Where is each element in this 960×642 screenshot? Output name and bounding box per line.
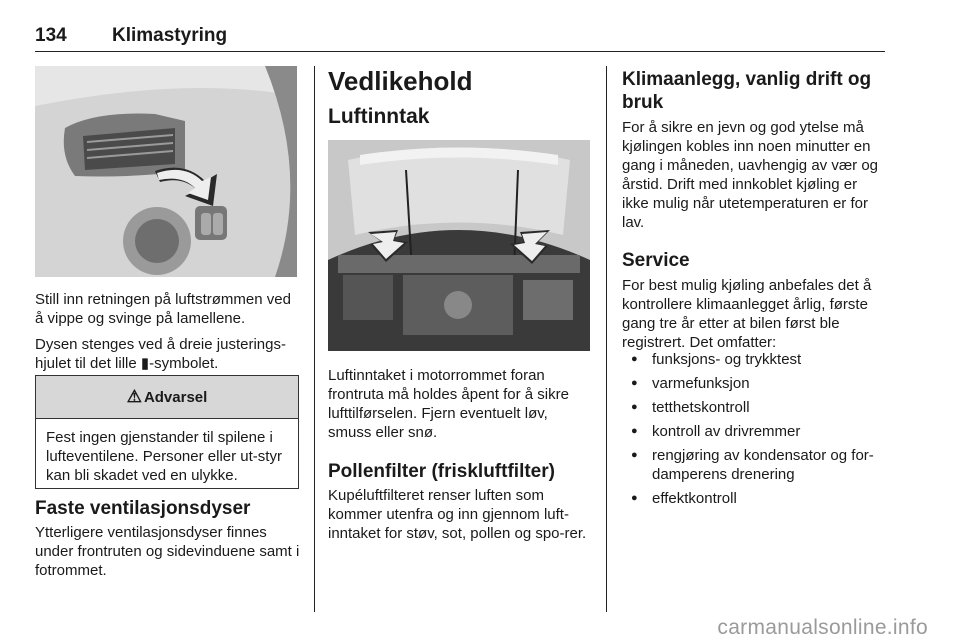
service-text: For best mulig kjøling anbefales det å kontrollere klimaanlegget årlig, første gang tre år etter at bilen først ble registrert. Det omfatter: <box>622 277 872 351</box>
faste-dyser-text: Ytterligere ventilasjonsdyser finnes under frontruten og sidevinduene samt i fotrommet. <box>35 524 300 579</box>
vent-direction-text: Still inn retningen på luftstrømmen ved å vippe og svinge på lamellene. <box>35 291 291 327</box>
heading-luftinntak: Luftinntak <box>328 105 430 128</box>
header-rule <box>35 51 885 52</box>
column-divider <box>314 66 315 612</box>
watermark: carmanualsonline.info <box>717 616 928 639</box>
warning-text: Fest ingen gjenstander til spilene i lufteventilene. Personer eller ut-styr kan bli skadet ved en ulykke. <box>46 429 282 484</box>
air-vent-figure <box>35 66 297 277</box>
heading-service: Service <box>622 250 690 271</box>
warning-header <box>36 376 298 419</box>
vent-close-text: Dysen stenges ved å dreie justerings-hjulet til det lille ▮-symbolet. <box>35 336 286 372</box>
pollenfilter-text: Kupéluftfilteret renser luften som kommer utenfra og inn gjennom luft-inntaket for støv, sot, pollen og spo-rer. <box>328 487 587 542</box>
engine-bay-photo <box>328 140 590 351</box>
heading-vedlikehold: Vedlikehold <box>328 66 473 96</box>
air-vent-photo <box>35 66 297 277</box>
list-item: ● rengjøring av kondensator og for-damperens drenering <box>622 446 887 484</box>
list-item: ● varmefunksjon <box>622 374 887 393</box>
warning-icon: ⚠ <box>126 387 142 406</box>
heading-pollenfilter: Pollenfilter (friskluftfilter) <box>328 461 555 482</box>
warning-box <box>35 375 299 489</box>
column-divider <box>606 66 607 612</box>
klimaanlegg-text: For å sikre en jevn og god ytelse må kjølingen kobles inn noen minutter en gang i måneden, uavhengig av vær og årstid. Drift med innkoblet kjøling er ikke mulig når utetemperaturen er for lav. <box>622 119 879 231</box>
heading-klimaanlegg: Klimaanlegg, vanlig drift og bruk <box>622 69 872 113</box>
luftinntak-text: Luftinntaket i motorrommet foran frontruta må holdes åpent for å sikre lufttilførselen. Fjern eventuelt løv, smuss eller snø. <box>328 367 569 441</box>
page-header <box>35 25 885 51</box>
engine-bay-figure <box>328 140 590 351</box>
page-title: Klimastyring <box>112 25 228 46</box>
list-item: ● tetthetskontroll <box>622 398 887 417</box>
list-item: ● effektkontroll <box>622 489 887 508</box>
page-number: 134 <box>35 25 67 46</box>
service-list <box>622 350 887 513</box>
heading-faste-ventilasjonsdyser: Faste ventilasjonsdyser <box>35 498 251 519</box>
list-item: ● kontroll av drivremmer <box>622 422 887 441</box>
list-item: ● funksjons- og trykktest <box>622 350 887 369</box>
warning-title: Advarsel <box>143 388 208 406</box>
